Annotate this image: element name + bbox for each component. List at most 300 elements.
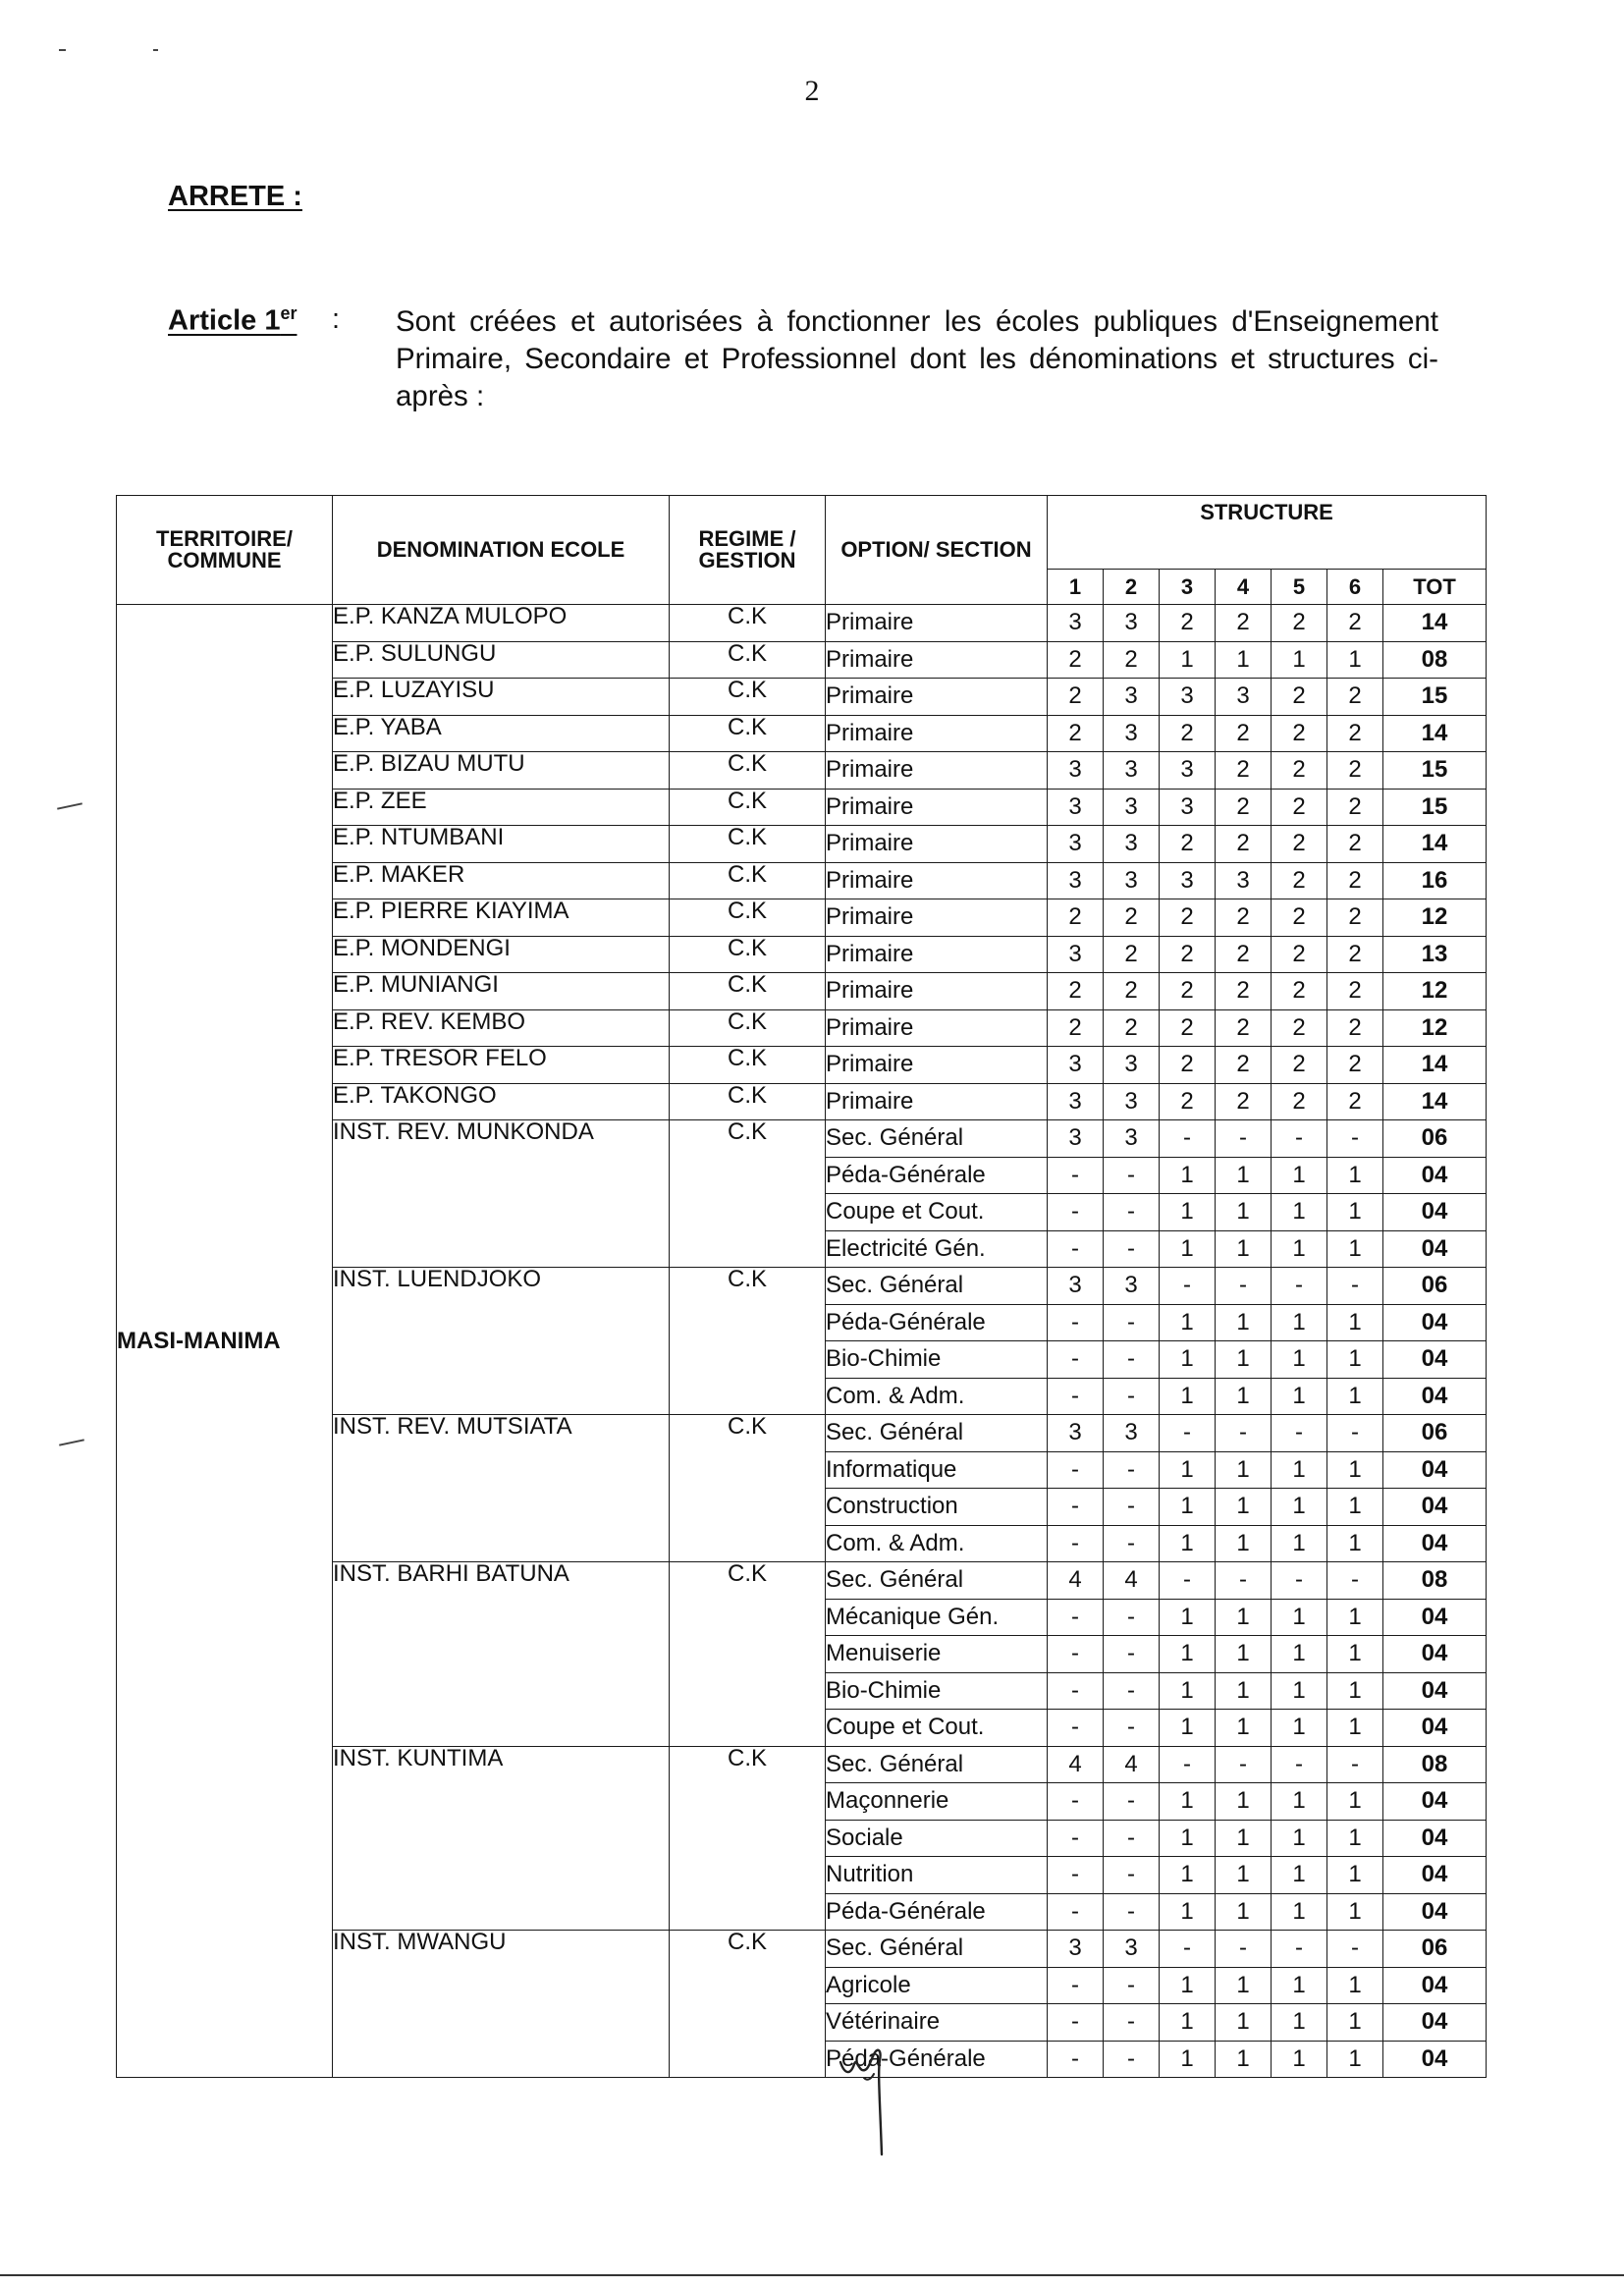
school-name: INST. REV. MUTSIATA bbox=[333, 1415, 670, 1562]
header-denomination: DENOMINATION ECOLE bbox=[333, 496, 670, 605]
structure-year-3: 1 bbox=[1160, 1636, 1216, 1673]
structure-year-6: 1 bbox=[1327, 1710, 1383, 1747]
structure-year-3: - bbox=[1160, 1562, 1216, 1600]
structure-year-3: - bbox=[1160, 1746, 1216, 1783]
structure-year-4: 1 bbox=[1216, 1820, 1272, 1857]
structure-total: 15 bbox=[1383, 752, 1487, 790]
structure-year-6: 2 bbox=[1327, 1047, 1383, 1084]
structure-year-6: - bbox=[1327, 1931, 1383, 1968]
structure-year-4: 1 bbox=[1216, 1525, 1272, 1562]
school-name: E.P. KANZA MULOPO bbox=[333, 605, 670, 642]
option-section: Primaire bbox=[826, 973, 1048, 1010]
school-regime: C.K bbox=[670, 862, 826, 899]
option-section: Primaire bbox=[826, 752, 1048, 790]
school-name: E.P. YABA bbox=[333, 715, 670, 752]
structure-year-4: 1 bbox=[1216, 1967, 1272, 2004]
structure-total: 04 bbox=[1383, 2041, 1487, 2078]
structure-total: 04 bbox=[1383, 1451, 1487, 1489]
structure-year-2: - bbox=[1104, 1451, 1160, 1489]
structure-year-1: 3 bbox=[1048, 1120, 1104, 1158]
school-regime: C.K bbox=[670, 899, 826, 937]
structure-year-4: 2 bbox=[1216, 1083, 1272, 1120]
school-regime: C.K bbox=[670, 1562, 826, 1747]
article-text: Sont créées et autorisées à fonctionner les écoles publiques d'Enseignement Primaire, Secondaire et Professionnel dont les dénominations et structures ci-après : bbox=[396, 305, 1438, 412]
school-name: E.P. SULUNGU bbox=[333, 641, 670, 679]
structure-year-6: 2 bbox=[1327, 715, 1383, 752]
school-name: E.P. LUZAYISU bbox=[333, 679, 670, 716]
structure-year-1: 3 bbox=[1048, 862, 1104, 899]
option-section: Péda-Générale bbox=[826, 1893, 1048, 1931]
structure-year-3: 1 bbox=[1160, 1341, 1216, 1379]
structure-year-2: 3 bbox=[1104, 1415, 1160, 1452]
structure-year-2: 2 bbox=[1104, 1009, 1160, 1047]
structure-year-1: 4 bbox=[1048, 1746, 1104, 1783]
structure-year-3: 3 bbox=[1160, 789, 1216, 826]
structure-year-6: 2 bbox=[1327, 862, 1383, 899]
structure-year-6: 2 bbox=[1327, 752, 1383, 790]
structure-year-4: 1 bbox=[1216, 1599, 1272, 1636]
structure-year-1: - bbox=[1048, 1378, 1104, 1415]
structure-year-3: 1 bbox=[1160, 1599, 1216, 1636]
school-regime: C.K bbox=[670, 936, 826, 973]
structure-year-1: 3 bbox=[1048, 1931, 1104, 1968]
structure-year-5: 2 bbox=[1272, 1047, 1327, 1084]
structure-year-4: 3 bbox=[1216, 862, 1272, 899]
structure-year-5: 1 bbox=[1272, 1378, 1327, 1415]
table-row bbox=[117, 605, 1487, 642]
structure-year-5: 1 bbox=[1272, 1710, 1327, 1747]
structure-year-5: 1 bbox=[1272, 1893, 1327, 1931]
structure-year-4: 2 bbox=[1216, 973, 1272, 1010]
structure-year-2: - bbox=[1104, 1636, 1160, 1673]
structure-year-3: 1 bbox=[1160, 1672, 1216, 1710]
structure-year-2: - bbox=[1104, 1893, 1160, 1931]
structure-total: 08 bbox=[1383, 1746, 1487, 1783]
structure-year-1: - bbox=[1048, 1599, 1104, 1636]
structure-total: 06 bbox=[1383, 1931, 1487, 1968]
structure-year-1: 2 bbox=[1048, 679, 1104, 716]
structure-year-6: 1 bbox=[1327, 1820, 1383, 1857]
structure-total: 06 bbox=[1383, 1268, 1487, 1305]
structure-year-4: - bbox=[1216, 1931, 1272, 1968]
option-section: Primaire bbox=[826, 789, 1048, 826]
structure-year-6: 2 bbox=[1327, 973, 1383, 1010]
school-name: INST. KUNTIMA bbox=[333, 1746, 670, 1931]
structure-year-1: 3 bbox=[1048, 936, 1104, 973]
structure-year-1: - bbox=[1048, 1341, 1104, 1379]
structure-year-5: 2 bbox=[1272, 936, 1327, 973]
structure-year-1: 3 bbox=[1048, 1047, 1104, 1084]
structure-year-3: 1 bbox=[1160, 1893, 1216, 1931]
structure-year-2: 2 bbox=[1104, 641, 1160, 679]
structure-year-2: - bbox=[1104, 1378, 1160, 1415]
decree-heading: ARRETE : bbox=[168, 181, 302, 212]
structure-year-1: - bbox=[1048, 1304, 1104, 1341]
structure-year-6: 1 bbox=[1327, 2041, 1383, 2078]
option-section: Maçonnerie bbox=[826, 1783, 1048, 1821]
structure-year-2: 4 bbox=[1104, 1746, 1160, 1783]
structure-total: 04 bbox=[1383, 1672, 1487, 1710]
structure-year-3: - bbox=[1160, 1120, 1216, 1158]
structure-year-3: - bbox=[1160, 1268, 1216, 1305]
school-name: INST. MWANGU bbox=[333, 1931, 670, 2078]
structure-year-5: - bbox=[1272, 1268, 1327, 1305]
option-section: Primaire bbox=[826, 862, 1048, 899]
structure-year-5: 1 bbox=[1272, 1157, 1327, 1194]
article-label-sup: er bbox=[280, 303, 298, 323]
structure-year-1: 2 bbox=[1048, 1009, 1104, 1047]
school-name: E.P. PIERRE KIAYIMA bbox=[333, 899, 670, 937]
option-section: Menuiserie bbox=[826, 1636, 1048, 1673]
structure-year-4: 1 bbox=[1216, 1857, 1272, 1894]
structure-year-1: - bbox=[1048, 1157, 1104, 1194]
option-section: Sec. Général bbox=[826, 1931, 1048, 1968]
structure-year-5: 1 bbox=[1272, 1230, 1327, 1268]
structure-total: 14 bbox=[1383, 826, 1487, 863]
structure-year-6: 2 bbox=[1327, 826, 1383, 863]
structure-year-1: 3 bbox=[1048, 605, 1104, 642]
structure-total: 04 bbox=[1383, 1489, 1487, 1526]
school-regime: C.K bbox=[670, 605, 826, 642]
structure-year-3: - bbox=[1160, 1415, 1216, 1452]
structure-total: 13 bbox=[1383, 936, 1487, 973]
structure-year-3: 2 bbox=[1160, 605, 1216, 642]
structure-year-2: 3 bbox=[1104, 826, 1160, 863]
structure-year-3: 2 bbox=[1160, 899, 1216, 937]
structure-total: 04 bbox=[1383, 1783, 1487, 1821]
structure-year-1: - bbox=[1048, 1230, 1104, 1268]
structure-total: 04 bbox=[1383, 1378, 1487, 1415]
structure-year-6: 1 bbox=[1327, 1672, 1383, 1710]
structure-year-3: 1 bbox=[1160, 1157, 1216, 1194]
structure-year-5: - bbox=[1272, 1415, 1327, 1452]
structure-year-2: 3 bbox=[1104, 1047, 1160, 1084]
option-section: Primaire bbox=[826, 1083, 1048, 1120]
structure-year-5: 2 bbox=[1272, 862, 1327, 899]
structure-total: 04 bbox=[1383, 1341, 1487, 1379]
structure-year-4: - bbox=[1216, 1268, 1272, 1305]
scan-mark bbox=[57, 802, 82, 809]
structure-year-3: 1 bbox=[1160, 1967, 1216, 2004]
school-name: INST. LUENDJOKO bbox=[333, 1268, 670, 1415]
structure-year-5: 2 bbox=[1272, 973, 1327, 1010]
structure-year-1: - bbox=[1048, 1451, 1104, 1489]
structure-total: 12 bbox=[1383, 899, 1487, 937]
structure-year-2: 3 bbox=[1104, 862, 1160, 899]
option-section: Primaire bbox=[826, 899, 1048, 937]
territoire-cell: MASI-MANIMA bbox=[117, 605, 333, 2078]
structure-year-6: 2 bbox=[1327, 789, 1383, 826]
structure-year-4: 2 bbox=[1216, 789, 1272, 826]
structure-year-1: - bbox=[1048, 1489, 1104, 1526]
school-name: E.P. MONDENGI bbox=[333, 936, 670, 973]
structure-year-3: 1 bbox=[1160, 641, 1216, 679]
structure-year-3: 1 bbox=[1160, 1783, 1216, 1821]
school-name: INST. REV. MUNKONDA bbox=[333, 1120, 670, 1268]
structure-year-2: - bbox=[1104, 1857, 1160, 1894]
header-col-tot: TOT bbox=[1383, 570, 1487, 605]
structure-year-6: 1 bbox=[1327, 1893, 1383, 1931]
structure-year-2: - bbox=[1104, 1304, 1160, 1341]
structure-year-2: - bbox=[1104, 1525, 1160, 1562]
option-section: Péda-Générale bbox=[826, 1304, 1048, 1341]
structure-year-1: 2 bbox=[1048, 641, 1104, 679]
structure-year-4: 2 bbox=[1216, 752, 1272, 790]
structure-year-4: 1 bbox=[1216, 1378, 1272, 1415]
structure-year-1: 3 bbox=[1048, 1268, 1104, 1305]
structure-total: 14 bbox=[1383, 715, 1487, 752]
structure-year-3: 1 bbox=[1160, 1194, 1216, 1231]
structure-year-6: - bbox=[1327, 1268, 1383, 1305]
structure-year-1: 2 bbox=[1048, 973, 1104, 1010]
structure-year-6: 1 bbox=[1327, 1525, 1383, 1562]
structure-total: 12 bbox=[1383, 1009, 1487, 1047]
option-section: Primaire bbox=[826, 936, 1048, 973]
option-section: Primaire bbox=[826, 826, 1048, 863]
structure-year-2: 3 bbox=[1104, 789, 1160, 826]
structure-year-1: 3 bbox=[1048, 789, 1104, 826]
structure-year-5: - bbox=[1272, 1120, 1327, 1158]
structure-year-4: 2 bbox=[1216, 1009, 1272, 1047]
school-name: E.P. BIZAU MUTU bbox=[333, 752, 670, 790]
option-section: Com. & Adm. bbox=[826, 1525, 1048, 1562]
structure-total: 04 bbox=[1383, 1636, 1487, 1673]
header-option: OPTION/ SECTION bbox=[826, 496, 1048, 605]
option-section: Primaire bbox=[826, 679, 1048, 716]
structure-year-1: - bbox=[1048, 1672, 1104, 1710]
structure-year-1: - bbox=[1048, 1820, 1104, 1857]
structure-year-4: - bbox=[1216, 1746, 1272, 1783]
structure-year-2: 3 bbox=[1104, 605, 1160, 642]
structure-year-1: 2 bbox=[1048, 715, 1104, 752]
structure-year-4: 2 bbox=[1216, 826, 1272, 863]
structure-year-4: 2 bbox=[1216, 605, 1272, 642]
school-name: E.P. MUNIANGI bbox=[333, 973, 670, 1010]
structure-year-6: 2 bbox=[1327, 679, 1383, 716]
structure-year-1: - bbox=[1048, 1710, 1104, 1747]
school-name: E.P. TRESOR FELO bbox=[333, 1047, 670, 1084]
option-section: Bio-Chimie bbox=[826, 1672, 1048, 1710]
structure-total: 08 bbox=[1383, 1562, 1487, 1600]
structure-year-4: 3 bbox=[1216, 679, 1272, 716]
structure-year-5: 1 bbox=[1272, 1857, 1327, 1894]
structure-year-4: 1 bbox=[1216, 1672, 1272, 1710]
school-name: E.P. MAKER bbox=[333, 862, 670, 899]
scan-mark bbox=[153, 49, 158, 51]
structure-year-3: 1 bbox=[1160, 1857, 1216, 1894]
structure-total: 04 bbox=[1383, 1967, 1487, 2004]
structure-year-5: 2 bbox=[1272, 605, 1327, 642]
structure-total: 04 bbox=[1383, 1599, 1487, 1636]
school-regime: C.K bbox=[670, 1009, 826, 1047]
structure-year-5: 1 bbox=[1272, 641, 1327, 679]
structure-year-3: 2 bbox=[1160, 1047, 1216, 1084]
schools-table bbox=[116, 495, 1487, 2078]
structure-year-2: - bbox=[1104, 1820, 1160, 1857]
option-section: Bio-Chimie bbox=[826, 1341, 1048, 1379]
structure-year-3: 1 bbox=[1160, 1820, 1216, 1857]
school-regime: C.K bbox=[670, 679, 826, 716]
structure-year-6: 1 bbox=[1327, 1967, 1383, 2004]
header-col-3: 3 bbox=[1160, 570, 1216, 605]
school-regime: C.K bbox=[670, 1931, 826, 2078]
option-section: Mécanique Gén. bbox=[826, 1599, 1048, 1636]
structure-year-6: 1 bbox=[1327, 641, 1383, 679]
structure-year-4: 1 bbox=[1216, 1783, 1272, 1821]
header-col-6: 6 bbox=[1327, 570, 1383, 605]
structure-year-5: 1 bbox=[1272, 2004, 1327, 2042]
option-section: Sociale bbox=[826, 1820, 1048, 1857]
structure-year-6: 1 bbox=[1327, 1378, 1383, 1415]
structure-year-2: 3 bbox=[1104, 1268, 1160, 1305]
structure-year-4: 2 bbox=[1216, 1047, 1272, 1084]
structure-year-4: 1 bbox=[1216, 1157, 1272, 1194]
school-regime: C.K bbox=[670, 1415, 826, 1562]
article-label-text: Article 1 bbox=[168, 304, 281, 337]
structure-year-2: - bbox=[1104, 2004, 1160, 2042]
structure-year-1: - bbox=[1048, 2041, 1104, 2078]
structure-year-6: 1 bbox=[1327, 1304, 1383, 1341]
article-label bbox=[168, 303, 297, 338]
structure-year-5: - bbox=[1272, 1931, 1327, 1968]
structure-year-4: 1 bbox=[1216, 1230, 1272, 1268]
structure-year-6: 2 bbox=[1327, 1009, 1383, 1047]
option-section: Primaire bbox=[826, 605, 1048, 642]
structure-year-2: 2 bbox=[1104, 899, 1160, 937]
school-regime: C.K bbox=[670, 789, 826, 826]
structure-year-5: 1 bbox=[1272, 1304, 1327, 1341]
structure-year-5: 1 bbox=[1272, 1451, 1327, 1489]
option-section: Primaire bbox=[826, 1009, 1048, 1047]
structure-total: 04 bbox=[1383, 1157, 1487, 1194]
structure-total: 14 bbox=[1383, 1047, 1487, 1084]
structure-year-2: - bbox=[1104, 1672, 1160, 1710]
structure-year-3: 1 bbox=[1160, 2004, 1216, 2042]
structure-year-6: 1 bbox=[1327, 1783, 1383, 1821]
structure-year-3: 3 bbox=[1160, 752, 1216, 790]
structure-year-2: 3 bbox=[1104, 1083, 1160, 1120]
structure-year-6: 1 bbox=[1327, 1194, 1383, 1231]
structure-year-1: 3 bbox=[1048, 1083, 1104, 1120]
structure-year-4: - bbox=[1216, 1562, 1272, 1600]
scan-mark bbox=[59, 49, 66, 51]
option-section: Coupe et Cout. bbox=[826, 1710, 1048, 1747]
option-section: Primaire bbox=[826, 1047, 1048, 1084]
option-section: Com. & Adm. bbox=[826, 1378, 1048, 1415]
structure-year-3: 2 bbox=[1160, 973, 1216, 1010]
structure-year-3: 1 bbox=[1160, 1230, 1216, 1268]
structure-total: 04 bbox=[1383, 1857, 1487, 1894]
structure-year-3: 1 bbox=[1160, 1304, 1216, 1341]
structure-total: 06 bbox=[1383, 1415, 1487, 1452]
structure-year-1: 3 bbox=[1048, 1415, 1104, 1452]
structure-year-5: 2 bbox=[1272, 752, 1327, 790]
structure-year-4: 1 bbox=[1216, 641, 1272, 679]
structure-year-1: - bbox=[1048, 1783, 1104, 1821]
structure-year-3: 3 bbox=[1160, 862, 1216, 899]
structure-year-2: 3 bbox=[1104, 679, 1160, 716]
structure-year-3: 1 bbox=[1160, 1525, 1216, 1562]
structure-year-5: - bbox=[1272, 1562, 1327, 1600]
structure-year-2: - bbox=[1104, 1489, 1160, 1526]
structure-year-1: - bbox=[1048, 1967, 1104, 2004]
header-col-5: 5 bbox=[1272, 570, 1327, 605]
option-section: Sec. Général bbox=[826, 1268, 1048, 1305]
structure-year-6: 1 bbox=[1327, 1451, 1383, 1489]
structure-year-4: 1 bbox=[1216, 1489, 1272, 1526]
option-section: Sec. Général bbox=[826, 1562, 1048, 1600]
option-section: Nutrition bbox=[826, 1857, 1048, 1894]
school-regime: C.K bbox=[670, 1120, 826, 1268]
structure-year-2: - bbox=[1104, 1341, 1160, 1379]
structure-year-6: 1 bbox=[1327, 1857, 1383, 1894]
option-section: Agricole bbox=[826, 1967, 1048, 2004]
option-section: Electricité Gén. bbox=[826, 1230, 1048, 1268]
structure-year-6: 2 bbox=[1327, 605, 1383, 642]
structure-year-4: 1 bbox=[1216, 2004, 1272, 2042]
footer-rule bbox=[0, 2274, 1624, 2276]
structure-year-3: 1 bbox=[1160, 1489, 1216, 1526]
header-col-1: 1 bbox=[1048, 570, 1104, 605]
structure-total: 15 bbox=[1383, 679, 1487, 716]
page-number: 2 bbox=[804, 75, 820, 107]
structure-year-2: 3 bbox=[1104, 715, 1160, 752]
structure-total: 04 bbox=[1383, 2004, 1487, 2042]
structure-year-1: - bbox=[1048, 1893, 1104, 1931]
article-colon: : bbox=[332, 303, 341, 335]
structure-year-1: 4 bbox=[1048, 1562, 1104, 1600]
structure-year-6: 2 bbox=[1327, 936, 1383, 973]
structure-year-4: 1 bbox=[1216, 2041, 1272, 2078]
structure-total: 04 bbox=[1383, 1230, 1487, 1268]
structure-year-5: 1 bbox=[1272, 1967, 1327, 2004]
structure-year-6: 1 bbox=[1327, 1230, 1383, 1268]
option-section: Primaire bbox=[826, 641, 1048, 679]
option-section: Primaire bbox=[826, 715, 1048, 752]
structure-year-3: 1 bbox=[1160, 1378, 1216, 1415]
structure-year-1: 3 bbox=[1048, 826, 1104, 863]
structure-year-6: 2 bbox=[1327, 899, 1383, 937]
structure-year-4: - bbox=[1216, 1120, 1272, 1158]
school-regime: C.K bbox=[670, 641, 826, 679]
structure-year-5: 1 bbox=[1272, 1341, 1327, 1379]
school-name: E.P. NTUMBANI bbox=[333, 826, 670, 863]
structure-year-4: 1 bbox=[1216, 1451, 1272, 1489]
structure-year-5: 1 bbox=[1272, 1672, 1327, 1710]
structure-year-5: 1 bbox=[1272, 1525, 1327, 1562]
structure-year-4: 2 bbox=[1216, 715, 1272, 752]
structure-year-6: - bbox=[1327, 1746, 1383, 1783]
structure-year-3: - bbox=[1160, 1931, 1216, 1968]
signature-mark bbox=[835, 2039, 903, 2156]
structure-total: 15 bbox=[1383, 789, 1487, 826]
school-regime: C.K bbox=[670, 1268, 826, 1415]
structure-year-1: - bbox=[1048, 1525, 1104, 1562]
option-section: Sec. Général bbox=[826, 1746, 1048, 1783]
structure-year-1: - bbox=[1048, 1857, 1104, 1894]
structure-year-6: 1 bbox=[1327, 2004, 1383, 2042]
structure-total: 04 bbox=[1383, 1893, 1487, 1931]
option-section: Sec. Général bbox=[826, 1415, 1048, 1452]
structure-year-3: 2 bbox=[1160, 1009, 1216, 1047]
structure-year-6: 1 bbox=[1327, 1636, 1383, 1673]
structure-year-2: - bbox=[1104, 1157, 1160, 1194]
header-regime: REGIME / GESTION bbox=[670, 496, 826, 605]
structure-year-3: 1 bbox=[1160, 1710, 1216, 1747]
structure-year-4: 2 bbox=[1216, 936, 1272, 973]
structure-year-6: 1 bbox=[1327, 1489, 1383, 1526]
structure-year-4: 1 bbox=[1216, 1893, 1272, 1931]
